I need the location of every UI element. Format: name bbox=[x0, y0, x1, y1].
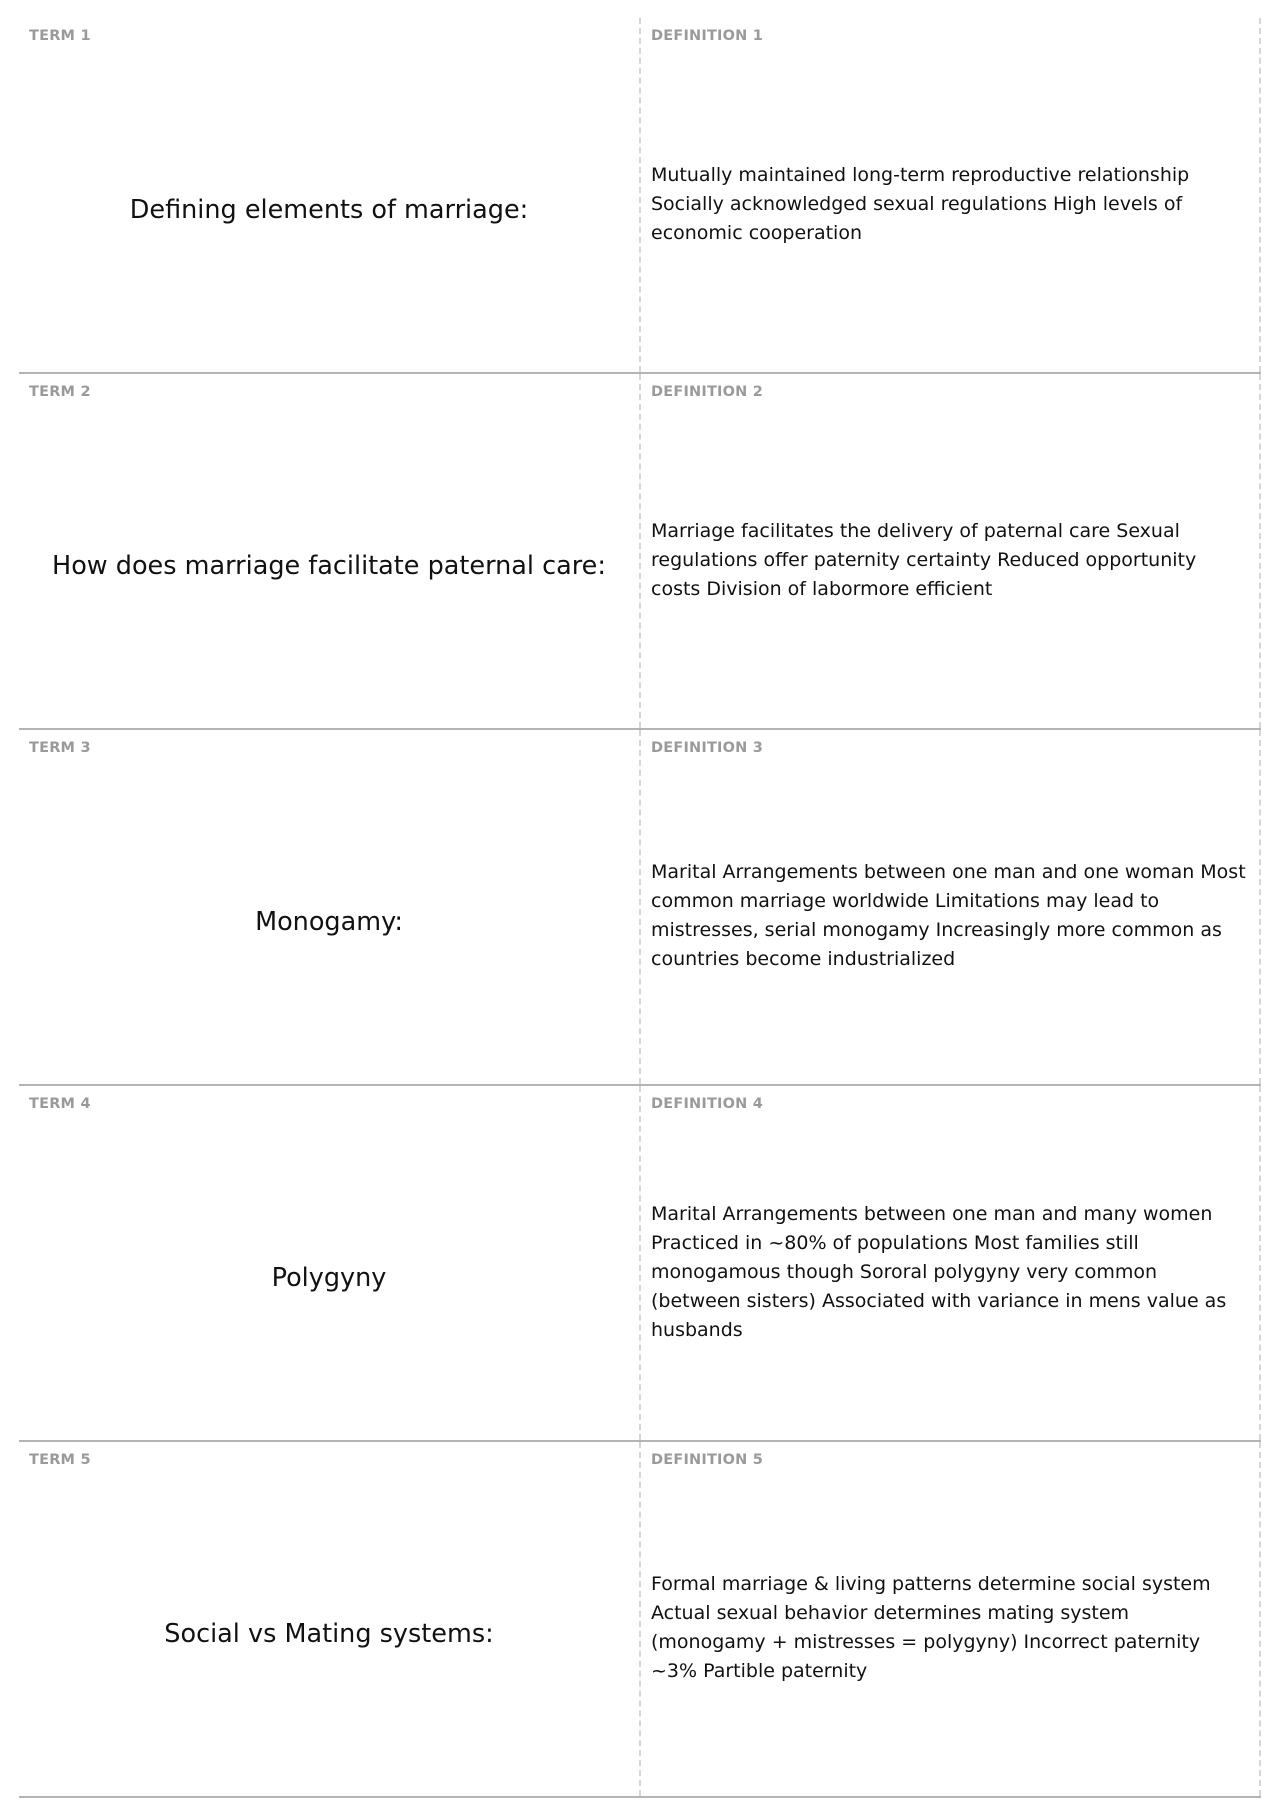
definition-number-label: DEFINITION 4 bbox=[651, 1096, 764, 1112]
definition-cell bbox=[641, 18, 1261, 372]
flashcard-row bbox=[19, 1086, 1261, 1442]
definition-cell bbox=[641, 1086, 1261, 1440]
definition-number-label: DEFINITION 2 bbox=[651, 384, 764, 400]
flashcard-sheet bbox=[19, 18, 1261, 1798]
term-text: Polygyny bbox=[271, 1263, 387, 1293]
definition-text: Mutually maintained long-term reproductive relationship Socially acknowledged sexual regulations High levels of economic cooperation bbox=[651, 163, 1190, 244]
definition-text: Marriage facilitates the delivery of paternal care Sexual regulations offer paternity certainty Reduced opportunity costs Division of labormore efficient bbox=[651, 519, 1197, 600]
term-number-label: TERM 5 bbox=[29, 1452, 91, 1468]
term-text: Monogamy: bbox=[255, 907, 403, 937]
definition-number-label: DEFINITION 3 bbox=[651, 740, 764, 756]
definition-text: Marital Arrangements between one man and one woman Most common marriage worldwide Limitations may lead to mistresses, serial monogamy Increasingly more common as countries become industrialized bbox=[651, 861, 1246, 970]
definition-number-label: DEFINITION 1 bbox=[651, 28, 764, 44]
term-number-label: TERM 4 bbox=[29, 1096, 91, 1112]
definition-cell bbox=[641, 730, 1261, 1084]
definition-text: Marital Arrangements between one man and many women Practiced in ~80% of populations Most families still monogamous though Sororal polygyny very common (between sisters) Associated with variance in mens value as husbands bbox=[651, 1202, 1227, 1341]
flashcard-row bbox=[19, 730, 1261, 1086]
definition-cell bbox=[641, 374, 1261, 728]
term-cell bbox=[19, 730, 641, 1084]
definition-number-label: DEFINITION 5 bbox=[651, 1452, 764, 1468]
flashcard-row bbox=[19, 374, 1261, 730]
term-number-label: TERM 2 bbox=[29, 384, 91, 400]
term-text: How does marriage facilitate paternal care: bbox=[52, 551, 606, 581]
flashcard-row bbox=[19, 18, 1261, 374]
term-number-label: TERM 1 bbox=[29, 28, 91, 44]
definition-text: Formal marriage & living patterns determine social system Actual sexual behavior determines mating system (monogamy + mistresses = polygyny) Incorrect paternity ~3% Partible paternity bbox=[651, 1573, 1211, 1682]
term-text: Social vs Mating systems: bbox=[164, 1619, 494, 1649]
flashcard-row bbox=[19, 1442, 1261, 1798]
term-cell bbox=[19, 374, 641, 728]
term-cell bbox=[19, 1086, 641, 1440]
term-cell bbox=[19, 18, 641, 372]
definition-cell bbox=[641, 1442, 1261, 1796]
term-cell bbox=[19, 1442, 641, 1796]
term-number-label: TERM 3 bbox=[29, 740, 91, 756]
term-text: Defining elements of marriage: bbox=[129, 195, 529, 225]
